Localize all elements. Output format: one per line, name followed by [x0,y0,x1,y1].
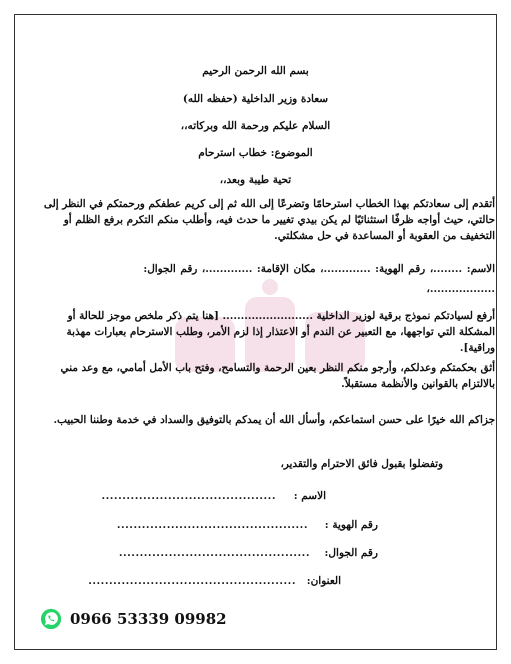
basmala: بسم الله الرحمن الرحيم [202,65,309,77]
salutation-line: تحية طيبة وبعد،، [219,174,292,186]
template-paragraph: أرفع لسيادتكم نموذج برقية لوزير الداخلية ......................... [هنا يتم ذكر ملخص موجز للحالة أو المشكلة التي تواجهها، مع التعبير عن الندم أو الاعتذار إذا لزم الأمر، وطلب الاسترحام بعبارات مهذبة وراقية]. [66,310,495,354]
field-address-dots[interactable]: .................................................. [88,575,296,587]
contact-footer [40,608,227,630]
intro-paragraph: أتقدم إلى سعادتكم بهذا الخطاب استرحامًا وتضرعًا إلى الله ثم إلى كريم عطفكم ورحمتكم في النظر إلى حالتي، حيث أواجه ظرفًا استثنائيًا لم يكن بيدي تغيير ما حدث فيه، وأطلب منكم التكرم برفع الظلم أو التخفيف من العقوبة أو المساعدة في حل مشكلتي. [43,198,495,242]
thanks-paragraph: جزاكم الله خيرًا على حسن استماعكم، وأسأل الله أن يمدكم بالتوفيق والسداد في خدمة وطننا الحبيب. [53,414,495,426]
field-phone-label: رقم الجوال: [324,547,378,559]
contact-phone[interactable]: 0966 53339 09982 [70,610,227,628]
recipient-line: سعادة وزير الداخلية (حفظه الله) [182,93,329,105]
info-line-2: ..................، [426,283,495,295]
subject-line: الموضوع: خطاب استرحام [198,147,313,159]
field-address-label: العنوان: [306,575,341,587]
field-id-dots[interactable]: .............................................. [116,519,308,531]
trust-paragraph: أثق بحكمتكم وعدلكم، وأرجو منكم النظر بعين الرحمة والتسامح، وفتح باب الأمل أمامي، مع وعد مني بالالتزام بالقوانين والأنظمة مستقبلاً. [60,362,495,390]
field-phone-dots[interactable]: .............................................. [118,547,310,559]
field-id-label: رقم الهوية : [324,519,378,531]
field-name-label: الاسم : [293,490,326,502]
whatsapp-icon [40,608,62,630]
letter-page [14,14,497,650]
closing-line: وتفضلوا بقبول فائق الاحترام والتقدير، [280,458,443,470]
info-line-1: الاسم: ........، رقم الهوية: .............، مكان الإقامة: .............، رقم الجوال: [143,263,495,275]
greeting-line: السلام عليكم ورحمة الله وبركاته،، [180,120,331,132]
field-name-dots[interactable]: .......................................... [101,490,276,502]
